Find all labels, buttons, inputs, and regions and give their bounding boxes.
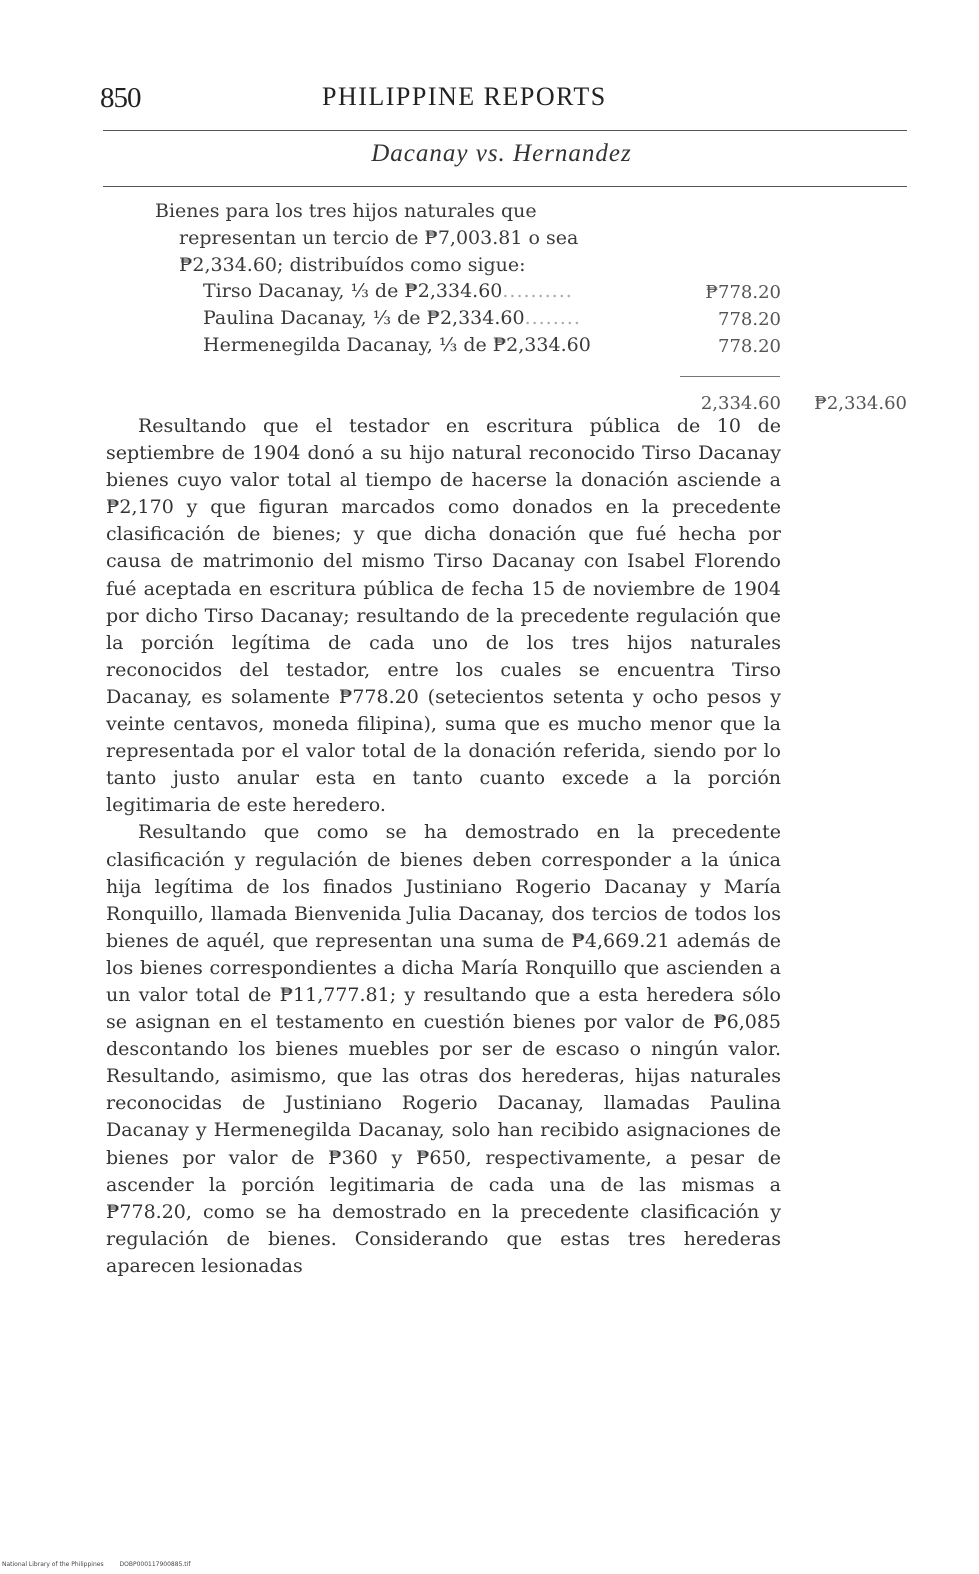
case-title: Dacanay vs. Hernandez <box>371 140 632 167</box>
header-rule-top <box>103 130 907 131</box>
dot-leader: .......... <box>502 280 573 302</box>
distribution-amount: 778.20 <box>718 309 781 330</box>
subtotal-rule <box>680 376 780 377</box>
intro-line: representan un tercio de ₱7,003.81 o sea <box>179 227 579 249</box>
scan-footer <box>2 1561 204 1568</box>
distribution-row <box>203 334 591 356</box>
distribution-intro <box>155 198 675 279</box>
header-rule-bottom <box>103 186 907 187</box>
paragraph: Resultando que el testador en escritura pública de 10 de septiembre de 1904 donó a su hijo natural reconocido Tirso Dacanay bienes cuyo valor total al tiempo de hacerse la donación asciende a ₱2,170 y que figuran marcados como donados en la precedente clasificación de bienes; y que dicha donación que fué hecha por causa de matrimonio del mismo Tirso Dacanay con Isabel Florendo fué aceptada en escritura pública de fecha 15 de noviembre de 1904 por dicho Tirso Dacanay; resultando de la precedente regulación que la porción legítima de cada uno de los tres hijos naturales reconocidos del testador, entre los cuales se encuentra Tirso Dacanay, es solamente ₱778.20 (setecientos setenta y ocho pesos y veinte centavos, moneda filipina), suma que es mucho menor que la representada por el valor total de la donación referida, siendo por lo tanto justo anular esta en tanto cuanto excede a la porción legitimaria de este heredero. <box>106 415 781 817</box>
distribution-label: Tirso Dacanay, ⅓ de ₱2,334.60 <box>203 280 503 302</box>
page-number: 850 <box>100 82 141 114</box>
distribution-subtotal: 2,334.60 <box>700 393 781 414</box>
distribution-row <box>203 307 581 329</box>
running-head: PHILIPPINE REPORTS <box>322 82 607 111</box>
distribution-total: ₱2,334.60 <box>814 393 907 414</box>
footer-code: DOBP000117900885.tif <box>119 1561 191 1568</box>
intro-line: ₱2,334.60; distribuídos como sigue: <box>179 254 526 276</box>
distribution-amount: 778.20 <box>718 336 781 357</box>
distribution-label: Paulina Dacanay, ⅓ de ₱2,334.60 <box>203 307 525 329</box>
dot-leader: ........ <box>524 307 581 329</box>
paragraph: Resultando que como se ha demostrado en la precedente clasificación y regulación de bienes deben corresponder a la única hija legítima de los finados Justiniano Rogerio Dacanay y María Ronquillo, llamada Bienvenida Julia Dacanay, dos tercios de todos los bienes de aquél, que representan una suma de ₱4,669.21 además de los bienes correspondientes a dicha María Ronquillo que ascienden a un valor total de ₱11,777.81; y resultando que a esta heredera sólo se asignan en el testamento en cuestión bienes por valor de ₱6,085 descontando los bienes muebles por ser de escaso o ningún valor. Resultando, asimismo, que las otras dos herederas, hijas naturales reconocidas de Justiniano Rogerio Dacanay, llamadas Paulina Dacanay y Hermenegilda Dacanay, solo han recibido asignaciones de bienes por valor de ₱360 y ₱650, respectivamente, a pesar de ascender la porción legitimaria de cada una de las mismas a ₱778.20, como se ha demostrado en la precedente clasificación y regulación de bienes. Considerando que estas tres herederas aparecen lesionadas <box>106 821 781 1277</box>
distribution-amount: ₱778.20 <box>705 282 781 303</box>
footer-library: National Library of the Philippines <box>2 1561 104 1568</box>
distribution-row <box>203 280 573 302</box>
distribution-label: Hermenegilda Dacanay, ⅓ de ₱2,334.60 <box>203 334 591 356</box>
intro-line: Bienes para los tres hijos naturales que <box>155 200 537 222</box>
opinion-body <box>106 413 781 1280</box>
